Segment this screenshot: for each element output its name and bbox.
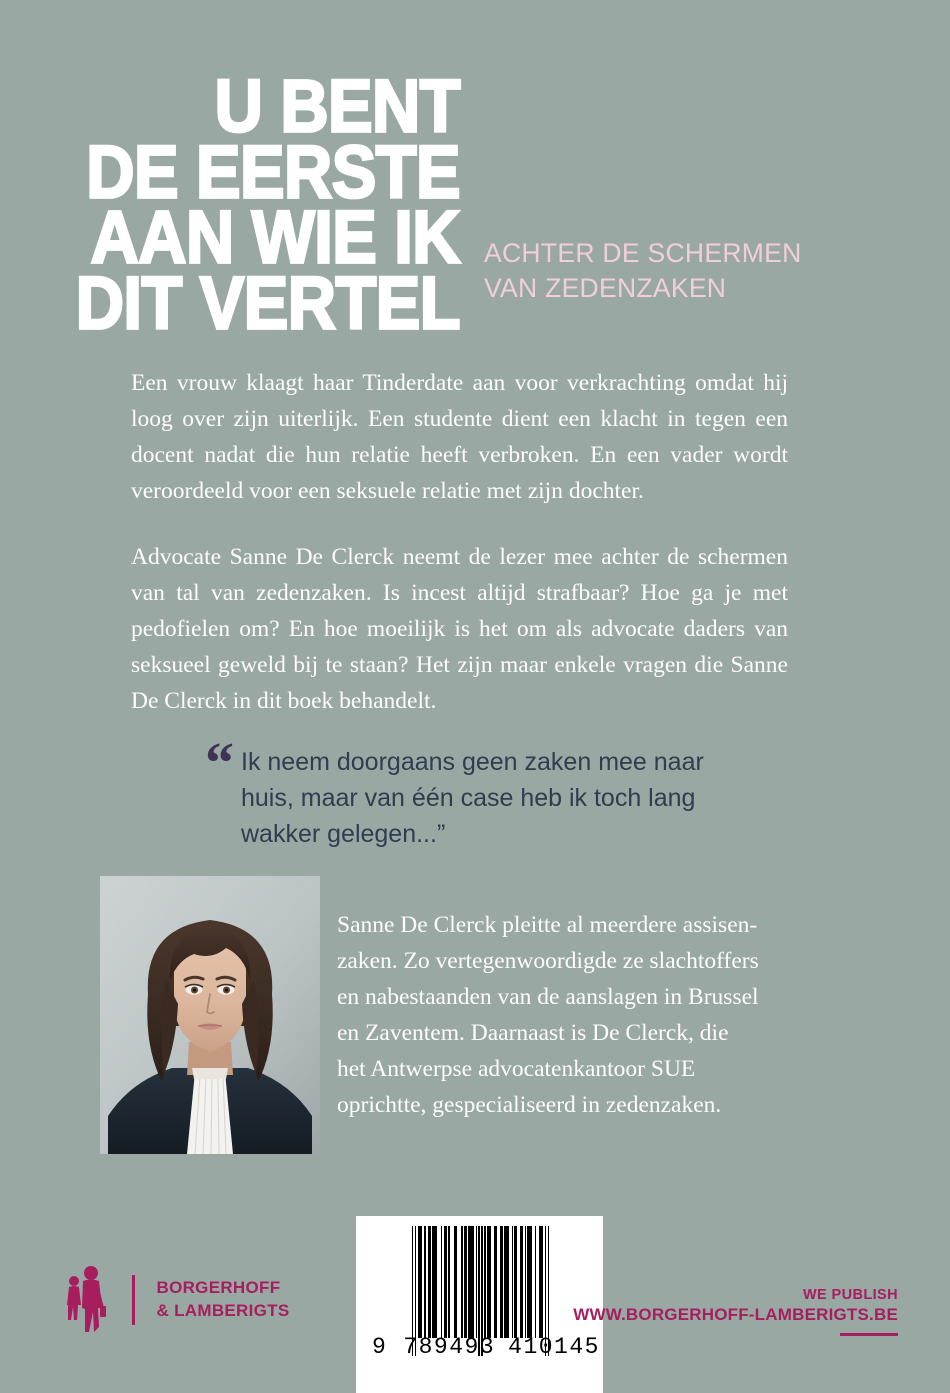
isbn-barcode-panel bbox=[356, 1216, 603, 1393]
blurb-paragraph-2: Advocate Sanne De Clerck neemt de lezer mee achter de schermen van tal van zedenzaken. Is incest altijd strafbaar? Hoe ga je met pedofielen om? En hoe moeilijk is het om als advocate daders van seksueel geweld bij te staan? Het zijn maar enkele vragen die Sanne De Clerck in dit boek behandelt. bbox=[131, 543, 788, 714]
we-publish-tagline: WE PUBLISH bbox=[802, 1287, 898, 1303]
barcode-bars bbox=[412, 1226, 549, 1338]
publisher-name-line-2: & LAMBERIGTS bbox=[156, 1301, 290, 1320]
pull-quote-text: Ik neem doorgaans geen zaken mee naar huis, maar van één case heb ik toch lang wakker gelegen...” bbox=[241, 748, 704, 848]
publisher-url[interactable]: WWW.BORGERHOFF-LAMBERIGTS.BE bbox=[573, 1305, 898, 1325]
subtitle-line-1: ACHTER DE SCHERMEN bbox=[484, 238, 802, 268]
barcode-left-group: 789493 bbox=[403, 1334, 496, 1360]
author-bio bbox=[337, 908, 761, 1124]
book-subtitle bbox=[484, 236, 864, 306]
back-cover-blurb bbox=[131, 366, 788, 720]
publisher-name-line-1: BORGERHOFF bbox=[156, 1278, 281, 1298]
book-title bbox=[0, 65, 461, 345]
logo-divider bbox=[132, 1275, 135, 1325]
barcode-right-group: 410145 bbox=[508, 1334, 600, 1360]
blurb-paragraph-1: Een vrouw klaagt haar Tinderdate aan voor verkrachting omdat hij loog over zijn uiterlijk. Een studente dient een klacht in tegen een docent nadat die hun relatie heeft verbroken. En een vader wordt veroordeeld voor een seksuele relatie met zijn dochter. bbox=[131, 370, 788, 504]
pull-quote bbox=[205, 730, 725, 852]
walking-figures-icon bbox=[60, 1264, 118, 1336]
url-underline bbox=[840, 1333, 898, 1336]
title-line-1: U BENT bbox=[214, 65, 460, 149]
barcode-first-digit: 9 bbox=[372, 1334, 388, 1360]
portrait-illustration bbox=[100, 876, 320, 1154]
author-bio-text: Sanne De Clerck pleitte al meerdere assisen-zaken. Zo vertegenwoordigde ze slachtoffers en nabestaanden van de aanslagen in Brussel en Zaventem. Daarnaast is De Clerck, die het Antwerpse advocatenkantoor SUE oprichtte, gespecialiseerd in zedenzaken. bbox=[337, 912, 759, 1118]
publisher-logo[interactable] bbox=[60, 1264, 289, 1336]
barcode-digits bbox=[372, 1334, 600, 1360]
quotation-mark-icon: “ bbox=[205, 730, 232, 795]
title-line-4: DIT VERTEL bbox=[75, 262, 460, 345]
subtitle-line-2: VAN ZEDENZAKEN bbox=[484, 272, 727, 303]
title-line-3: AAN WIE IK bbox=[90, 196, 461, 280]
publisher-name bbox=[157, 1277, 290, 1322]
author-portrait-photo bbox=[100, 876, 320, 1154]
title-line-2: DE EERSTE bbox=[86, 131, 460, 214]
publisher-web-block[interactable] bbox=[573, 1286, 898, 1336]
